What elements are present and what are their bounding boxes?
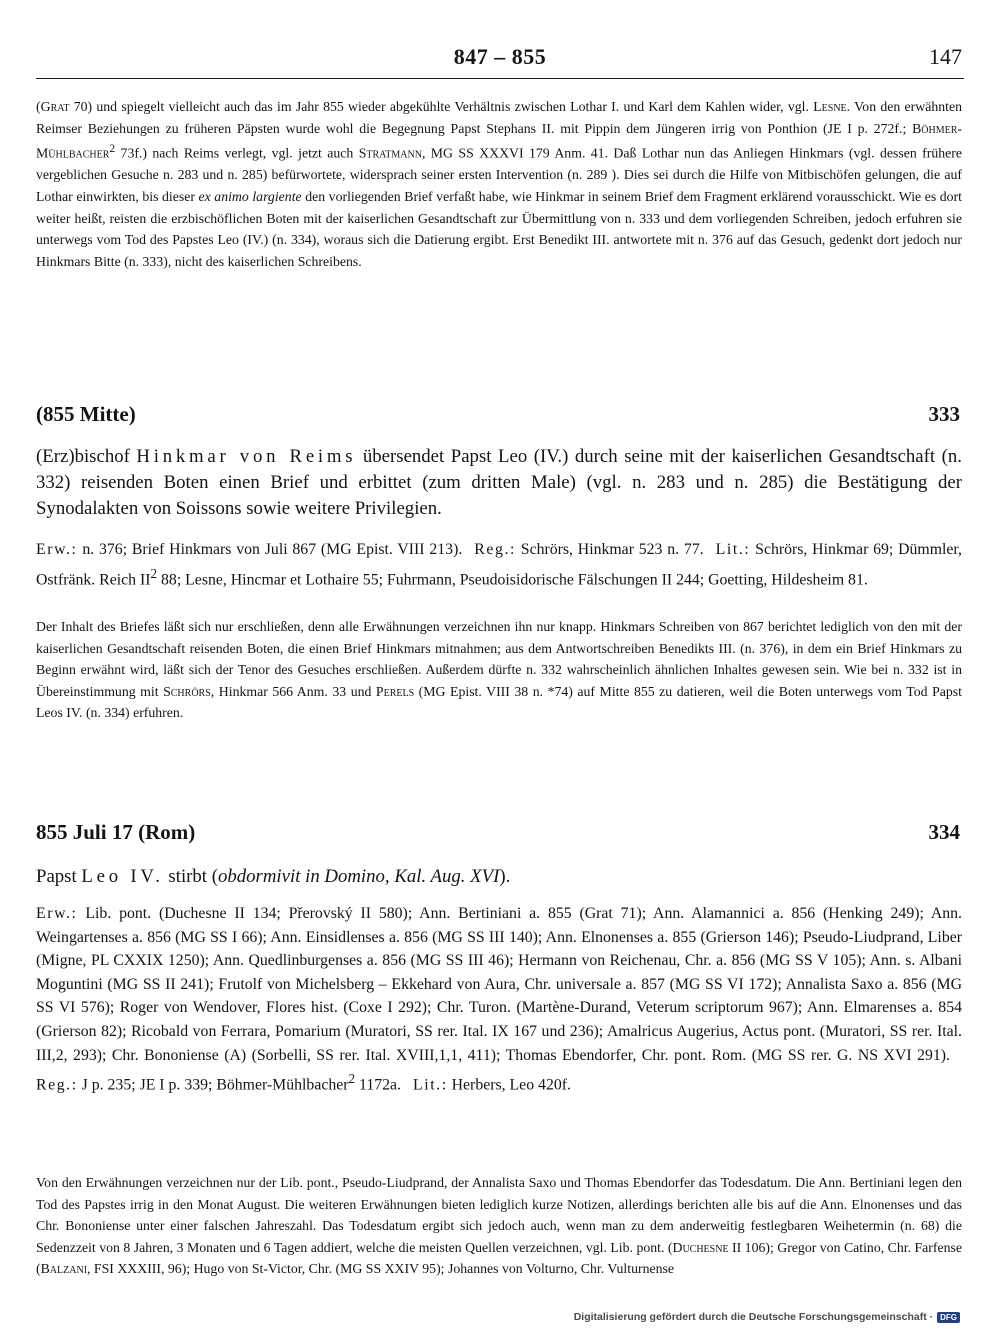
erw-label: Erw.: xyxy=(36,541,78,558)
latin-quote: obdormivit in Domino, Kal. Aug. XVI xyxy=(217,866,500,887)
carryover-commentary: (Grat 70) und spiegelt vielleicht auch das im Jahr 855 wieder abgekühlte Verhältnis zwischen Lothar I. und Karl dem Kahlen wider, vgl. Lesne. Von den erwähnten Reimser Beziehungen zu früheren Päpsten wurde wohl die Begegnung Papst Stephans II. mit Pippin dem Jüngeren irrig von Ponthion (JE I p. 272f.; Böhmer-Mühlbacher$^2$ 73f.) nach Reims verlegt, vgl. jetzt auch Stratmann, MG SS XXXVI 179 Anm. 41. Daß Lothar nun das Anliegen Hinkmars (vgl. dessen frühere vergeblichen Gesuche n. 283 und n. 285) befürwortete, widersprach seiner ersten Intervention (n. 289 ). Dies sei durch die Hilfe von Mitbischöfen gelungen, die auf Lothar einwirkten, bis dieser ex animo largiente den vorliegenden Brief verfaßt habe, wie Hinkmar in seinem Brief dem Fragment erklärend vorausschickt. Wie es dort weiter heißt, reisten die erzbischöflichen Boten mit der kaiserlichen Gesandtschaft zur Übermittlung von n. 333 und dem vorliegenden Schreiben, jedoch erfuhren sie unterwegs vom Tod des Papstes Leo (IV.) (n. 334), woraus sich die Datierung ergibt. Erst Benedikt III. antwortete mit n. 376 auf das Gesuch, gedenkt dort jedoch nur Hinkmars Bitte (n. 333), nicht des kaiserlichen Schreibens. xyxy=(36,99,962,269)
reg-label: Reg.: xyxy=(36,1076,78,1094)
entry-333-number: 333 xyxy=(928,402,960,426)
reg-label: Reg.: xyxy=(474,541,516,558)
footer-credit: Digitalisierung gefördert durch die Deutsche Forschungsgemeinschaft · xyxy=(573,1311,934,1323)
running-head xyxy=(36,44,964,76)
person-name: Leo IV. xyxy=(81,866,164,887)
entry-334-date: 855 Juli 17 (Rom) xyxy=(36,820,196,844)
entry-334-regest: Papst Leo IV. stirbt (obdormivit in Domino, Kal. Aug. XVI). xyxy=(36,866,511,887)
page-number: 147 xyxy=(929,44,962,69)
entry-334-number: 334 xyxy=(928,820,960,844)
entry-334-references: Erw.: Lib. pont. (Duchesne II 134; Přerovský II 580); Ann. Bertiniani a. 855 (Grat 71); Ann. Alamannici a. 856 (Henking 249); Ann. Weingartenses a. 856 (MG SS I 66); Ann. Einsidlenses a. 856 (MG SS III 140); Ann. Elnonenses a. 855 (Grierson 146); Pseudo-Liudprand, Liber (Migne, PL CXXIX 1250); Ann. Quedlinburgenses a. 856 (MG SS III 46); Hermann von Reichenau, Chr. a. 856 (MG SS V 105); Ann. s. Albani Moguntini (MG SS II 241); Frutolf von Michelsberg – Ekkehard von Aura, Chr. universale a. 857 (MG SS VI 172); Annalista Saxo a. 856 (MG SS VI 576); Roger von Wendover, Flores hist. (Coxe I 292); Chr. Turon. (Martène-Durand, Veterum scriptorum 967); Ann. Elmarenses a. 854 (Grierson 82); Ricobald von Ferrara, Pomarium (Muratori, SS rer. Ital. IX 167 und 236); Amalricus Augerius, Actus pont. (Muratori, SS rer. Ital. III,2, 293); Chr. Bononiense (A) (Sorbelli, SS rer. Ital. XVIII,1,1, 411); Thomas Ebendorfer, Chr. pont. Rom. (MG SS rer. G. NS XVI 291).Reg.: J p. 235; JE I p. 339; Böhmer-Mühlbacher$^2$ 1172a. Lit.: Herbers, Leo 420f. xyxy=(36,905,962,1094)
running-head-date-range: 847 – 855 xyxy=(453,44,547,69)
dfg-logo: DFG xyxy=(937,1312,960,1323)
entry-333-references: Erw.: n. 376; Brief Hinkmars von Juli 867 (MG Epist. VIII 213). Reg.: Schrörs, Hinkmar 523 n. 77. Lit.: Schrörs, Hinkmar 69; Dümmler, Ostfränk. Reich $II^2$ 88; Lesne, Hincmar et Lothaire 55; Fuhrmann, Pseudoisidorische Fälschungen II 244; Goetting, Hildesheim 81. xyxy=(36,541,962,588)
lit-label: Lit.: xyxy=(715,541,751,558)
entry-333-date: (855 Mitte) xyxy=(36,402,136,426)
person-name: Hinkmar von Reims xyxy=(136,446,357,467)
digitization-footer xyxy=(574,1311,960,1323)
entry-333-commentary: Der Inhalt des Briefes läßt sich nur erschließen, denn alle Erwähnungen verzeichnen ihn nur knapp. Hinkmars Schreiben von 867 berichtet lediglich von den mit der kaiserlichen Gesandtschaft reisenden Boten, die einen Brief Hinkmars mitnahmen; aus dem Antwortschreiben Benedikts III. (n. 376), in dem ein Brief Hinkmars zu Beginn erwähnt wird, läßt sich der Tenor des Gesuches erschließen. Außerdem dürfte n. 332 wahrscheinlich ähnlichen Inhaltes gewesen sein. Wie bei n. 332 ist in Übereinstimmung mit Schrörs, Hinkmar 566 Anm. 33 und Perels (MG Epist. VIII 38 n. *74) auf Mitte 855 zu datieren, weil die Boten unterwegs vom Tod Papst Leos IV. (n. 334) erfuhren. xyxy=(36,619,962,721)
entry-334-commentary: Von den Erwähnungen verzeichnen nur der Lib. pont., Pseudo-Liudprand, der Annalista Saxo und Thomas Ebendorfer das Todesdatum. Die Ann. Bertiniani legen den Tod des Papstes irrig in den Monat August. Die weiteren Erwähnungen bieten lediglich kurze Notizen, allerdings berichten alle bis auf die Ann. Elnonenses und das Chr. Bononiense unter einer falschen Jahreszahl. Das Todesdatum ergibt sich jedoch auch, wenn man zu dem anderweitig festlegbaren Weihetermin (n. 68) die Sedenzzeit von 8 Jahren, 3 Monaten und 6 Tagen addiert, welche die meisten Quellen verzeichnen, vgl. Lib. pont. (Duchesne II 106); Gregor von Catino, Chr. Farfense (Balzani, FSI XXXIII, 96); Hugo von St-Victor, Chr. (MG SS XXIV 95); Johannes von Volturno, Chr. Vulturnense xyxy=(36,1175,962,1277)
erw-label: Erw.: xyxy=(36,905,78,922)
entry-334-heading xyxy=(36,820,962,850)
entry-333-regest: (Erz)bischof Hinkmar von Reims übersendet Papst Leo (IV.) durch seine mit der kaiserlichen Gesandtschaft (n. 332) reisenden Boten einen Brief und erbittet (zum dritten Male) (vgl. n. 283 und n. 285) die Bestätigung der Synodalakten von Soissons sowie weitere Privilegien. xyxy=(36,446,962,519)
entry-333-heading xyxy=(36,402,962,432)
header-rule xyxy=(36,78,964,79)
lit-label: Lit.: xyxy=(413,1076,448,1094)
